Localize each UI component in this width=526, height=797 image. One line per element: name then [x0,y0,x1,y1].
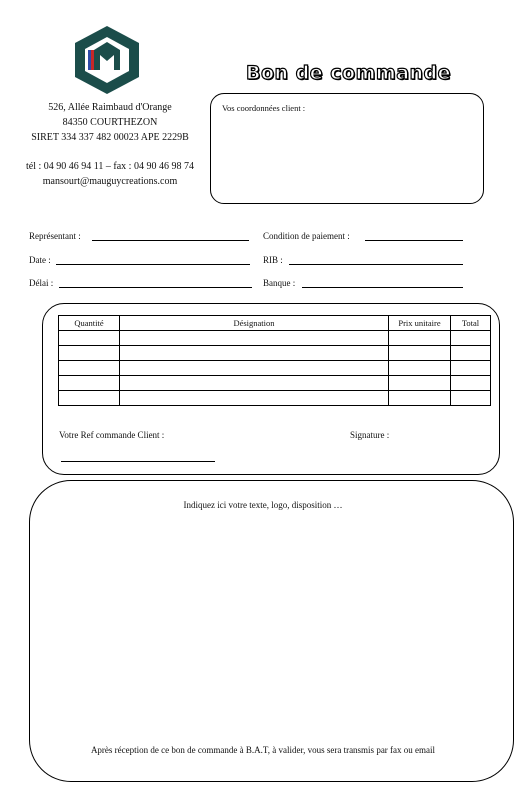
bank-label: Banque : [263,278,296,288]
date-field[interactable] [56,264,250,265]
rib-label: RIB : [263,255,283,265]
bank-field[interactable] [302,287,463,288]
table-row [59,376,491,391]
company-email: mansourt@mauguycreations.com [42,176,178,187]
company-logo [72,24,142,96]
unit-price-cell[interactable] [389,376,451,391]
unit-price-cell[interactable] [389,361,451,376]
signature-label: Signature : [350,430,390,440]
date-label: Date : [29,255,51,265]
payment-condition-label: Condition de paiement : [263,231,350,241]
quantity-cell[interactable] [59,391,120,406]
document-title: Bon de commande [246,62,452,84]
designation-cell[interactable] [120,331,389,346]
order-table [58,315,491,406]
custom-area-placeholder: Indiquez ici votre texte, logo, disposition … [183,500,343,510]
company-address-line2: 84350 COURTHEZON [62,117,158,128]
total-cell[interactable] [451,391,491,406]
delay-field[interactable] [59,287,252,288]
rib-field[interactable] [289,264,463,265]
unit-price-cell[interactable] [389,331,451,346]
representative-field[interactable] [92,240,249,241]
delay-label: Délai : [29,278,54,288]
quantity-cell[interactable] [59,346,120,361]
table-row [59,346,491,361]
designation-cell[interactable] [120,361,389,376]
table-row [59,391,491,406]
bat-footer-note: Après réception de ce bon de commande à B.A.T, à valider, vous sera transmis par fax ou email [90,745,436,755]
unit-price-cell[interactable] [389,391,451,406]
unit-price-cell[interactable] [389,346,451,361]
client-ref-field[interactable] [61,461,215,462]
total-cell[interactable] [451,331,491,346]
company-phone-fax: tél : 04 90 46 94 11 – fax : 04 90 46 98 74 [26,161,194,172]
table-row [59,361,491,376]
designation-cell[interactable] [120,346,389,361]
column-header-total: Total [451,316,491,331]
total-cell[interactable] [451,346,491,361]
total-cell[interactable] [451,376,491,391]
payment-condition-field[interactable] [365,240,463,241]
quantity-cell[interactable] [59,376,120,391]
total-cell[interactable] [451,361,491,376]
designation-cell[interactable] [120,376,389,391]
quantity-cell[interactable] [59,331,120,346]
company-registration: SIRET 334 337 482 00023 APE 2229B [31,132,189,143]
client-ref-label: Votre Ref commande Client : [59,430,165,440]
custom-content-area[interactable] [29,480,514,782]
table-row [59,331,491,346]
representative-label: Représentant : [29,231,81,241]
column-header-designation: Désignation [120,316,389,331]
column-header-quantity: Quantité [59,316,120,331]
company-address-line1: 526, Allée Raimbaud d'Orange [48,102,172,113]
client-coordinates-label: Vos coordonnées client : [222,103,306,113]
column-header-unit-price: Prix unitaire [389,316,451,331]
quantity-cell[interactable] [59,361,120,376]
designation-cell[interactable] [120,391,389,406]
